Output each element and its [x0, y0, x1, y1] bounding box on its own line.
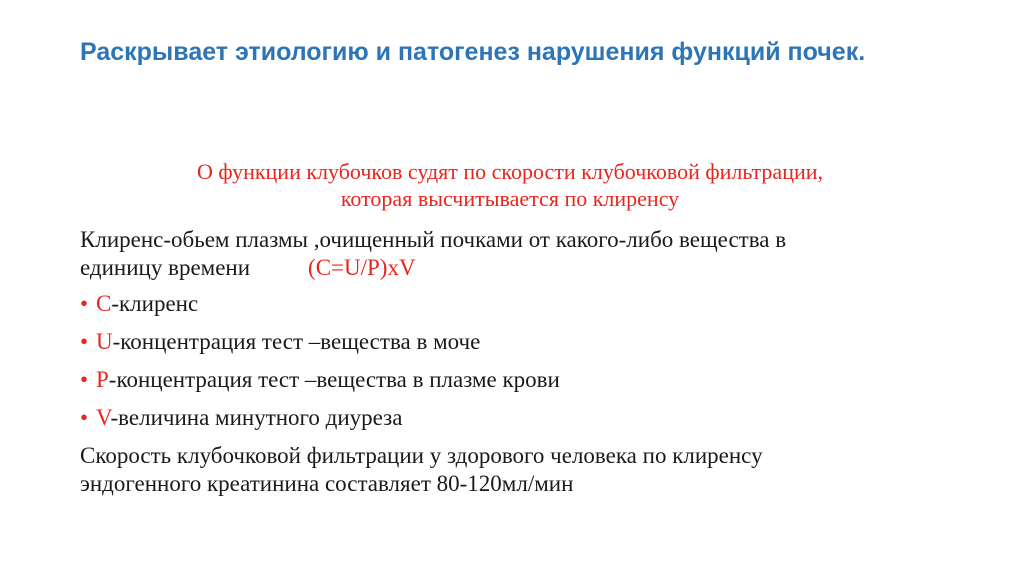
variable-letter: P: [96, 367, 109, 392]
slide-subtitle: [80, 158, 940, 212]
variable-letter: C: [96, 291, 112, 316]
bullet-icon: •: [80, 405, 89, 430]
definition-line-2: единицу времени: [80, 255, 251, 280]
list-item: [80, 366, 960, 394]
clearance-definition: [80, 226, 960, 282]
bullet-icon: •: [80, 329, 89, 354]
clearance-formula: (C=U/P)xV: [308, 255, 416, 280]
bullet-icon: •: [80, 291, 89, 316]
list-item: [80, 290, 960, 318]
gfr-conclusion: [80, 442, 960, 498]
conclusion-line-2: эндогенного креатинина составляет 80-120мл/мин: [80, 471, 574, 496]
definition-line-1: Клиренс-обьем плазмы ,очищенный почками от какого-либо вещества в: [80, 227, 787, 252]
list-item: [80, 328, 960, 356]
subtitle-line-1: О функции клубочков судят по скорости клубочковой фильтрации,: [196, 159, 824, 184]
variable-letter: U: [96, 329, 113, 354]
variable-description: -величина минутного диуреза: [110, 405, 403, 430]
variable-description: -клиренс: [111, 291, 199, 316]
subtitle-line-2: которая высчитывается по клиренсу: [340, 186, 680, 211]
variable-letter: V: [96, 405, 111, 430]
slide-title: Раскрывает этиологию и патогенез нарушения функций почек.: [80, 38, 866, 66]
slide-body: [80, 226, 960, 498]
list-item: [80, 404, 960, 432]
conclusion-line-1: Скорость клубочковой фильтрации у здорового человека по клиренсу: [80, 443, 763, 468]
variable-list: [80, 290, 960, 432]
variable-description: -концентрация тест –вещества в плазме крови: [108, 367, 560, 392]
bullet-icon: •: [80, 367, 89, 392]
variable-description: -концентрация тест –вещества в моче: [112, 329, 481, 354]
